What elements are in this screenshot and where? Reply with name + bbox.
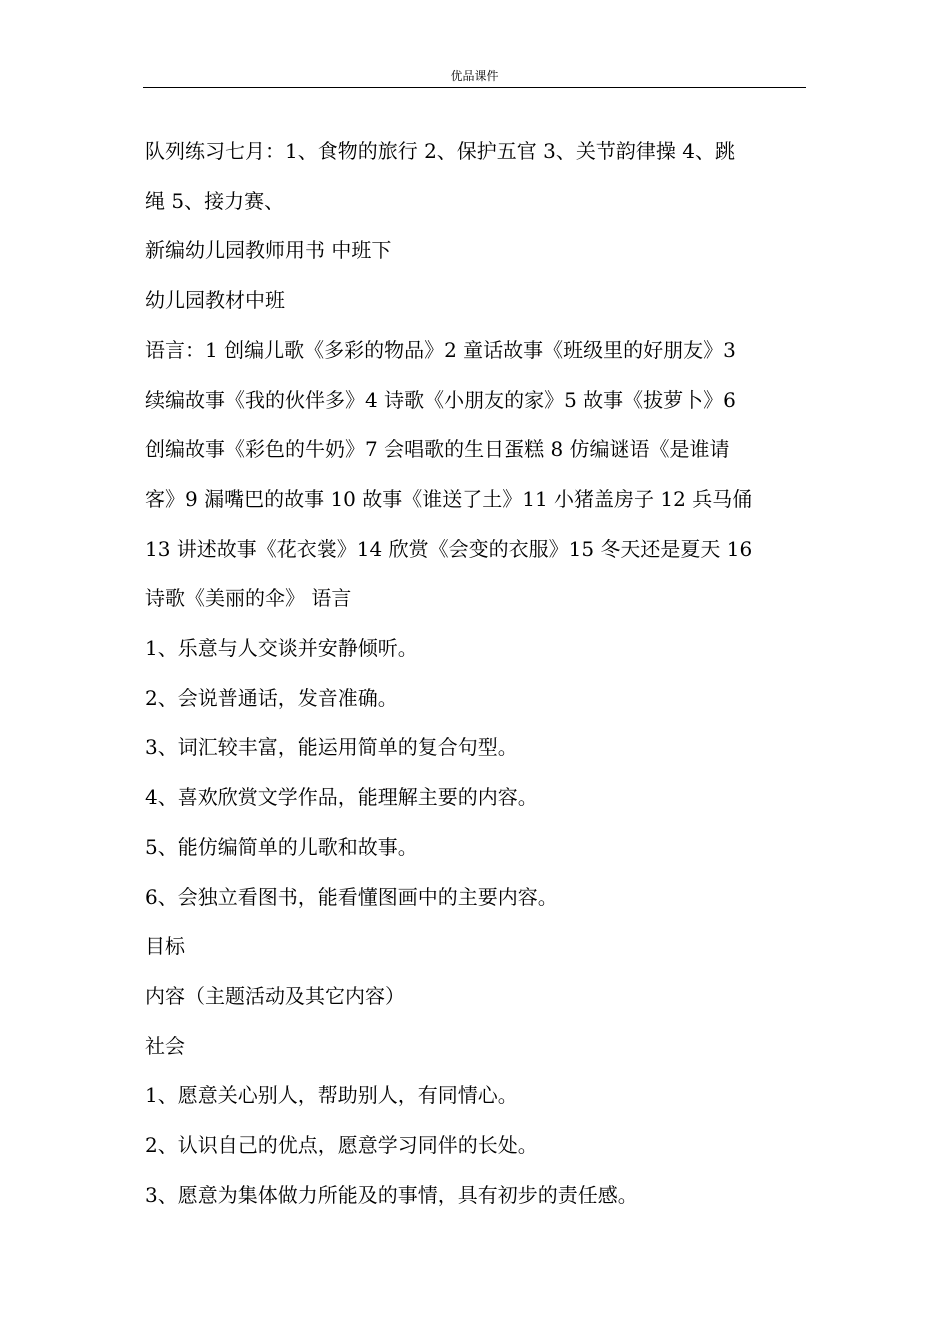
text-line: 3、愿意为集体做力所能及的事情，具有初步的责任感。 [145, 1182, 638, 1207]
list-item-language-1 [145, 624, 806, 674]
text-line: 6、会独立看图书，能看懂图画中的主要内容。 [145, 884, 558, 909]
list-item-society-3 [145, 1171, 806, 1221]
list-item-language-3 [145, 723, 806, 773]
text-line: 目标 [145, 934, 185, 959]
text-line: 2、认识自己的优点，愿意学习同伴的长处。 [145, 1133, 538, 1158]
page-header [143, 64, 806, 88]
text-line: 创编故事《彩色的牛奶》7 会唱歌的生日蛋糕 8 仿编谜语《是谁请 [145, 437, 730, 462]
text-line: 语言：1 创编儿歌《多彩的物品》2 童话故事《班级里的好朋友》3 [145, 337, 736, 362]
list-item-language-2 [145, 674, 806, 724]
list-item-language-5 [145, 823, 806, 873]
paragraph-language-list [145, 326, 806, 624]
text-line: 客》9 漏嘴巴的故事 10 故事《谁送了土》11 小猪盖房子 12 兵马俑 [145, 486, 753, 511]
text-line: 1、愿意关心别人，帮助别人，有同情心。 [145, 1083, 518, 1108]
header-title: 优品课件 [450, 69, 499, 83]
text-line: 1、乐意与人交谈并安静倾听。 [145, 636, 418, 661]
text-line: 社会 [145, 1033, 185, 1058]
text-line: 2、会说普通话，发音准确。 [145, 685, 398, 710]
paragraph-schedule-july [145, 127, 806, 226]
heading-content [145, 972, 806, 1022]
heading-goal [145, 922, 806, 972]
text-line: 内容（主题活动及其它内容） [145, 983, 405, 1008]
heading-society [145, 1022, 806, 1072]
list-item-language-6 [145, 873, 806, 923]
text-line: 新编幼儿园教师用书 中班下 [145, 238, 392, 263]
text-line: 队列练习七月：1、食物的旅行 2、保护五官 3、关节韵律操 4、跳 [145, 139, 735, 163]
text-line: 续编故事《我的伙伴多》4 诗歌《小朋友的家》5 故事《拔萝卜》6 [145, 387, 736, 412]
list-item-society-2 [145, 1121, 806, 1171]
text-line: 5、能仿编简单的儿歌和故事。 [145, 834, 418, 859]
list-item-language-4 [145, 773, 806, 823]
paragraph-book-title [145, 226, 806, 276]
text-line: 13 讲述故事《花衣裳》14 欣赏《会变的衣服》15 冬天还是夏天 16 [145, 536, 753, 561]
list-item-society-1 [145, 1071, 806, 1121]
text-line: 绳 5、接力赛、 [145, 188, 285, 213]
text-line: 3、词汇较丰富，能运用简单的复合句型。 [145, 735, 518, 760]
paragraph-textbook [145, 276, 806, 326]
text-line: 诗歌《美丽的伞》 语言 [145, 586, 352, 611]
text-line: 幼儿园教材中班 [145, 288, 285, 313]
text-line: 4、喜欢欣赏文学作品，能理解主要的内容。 [145, 785, 538, 810]
document-body [145, 127, 806, 1220]
